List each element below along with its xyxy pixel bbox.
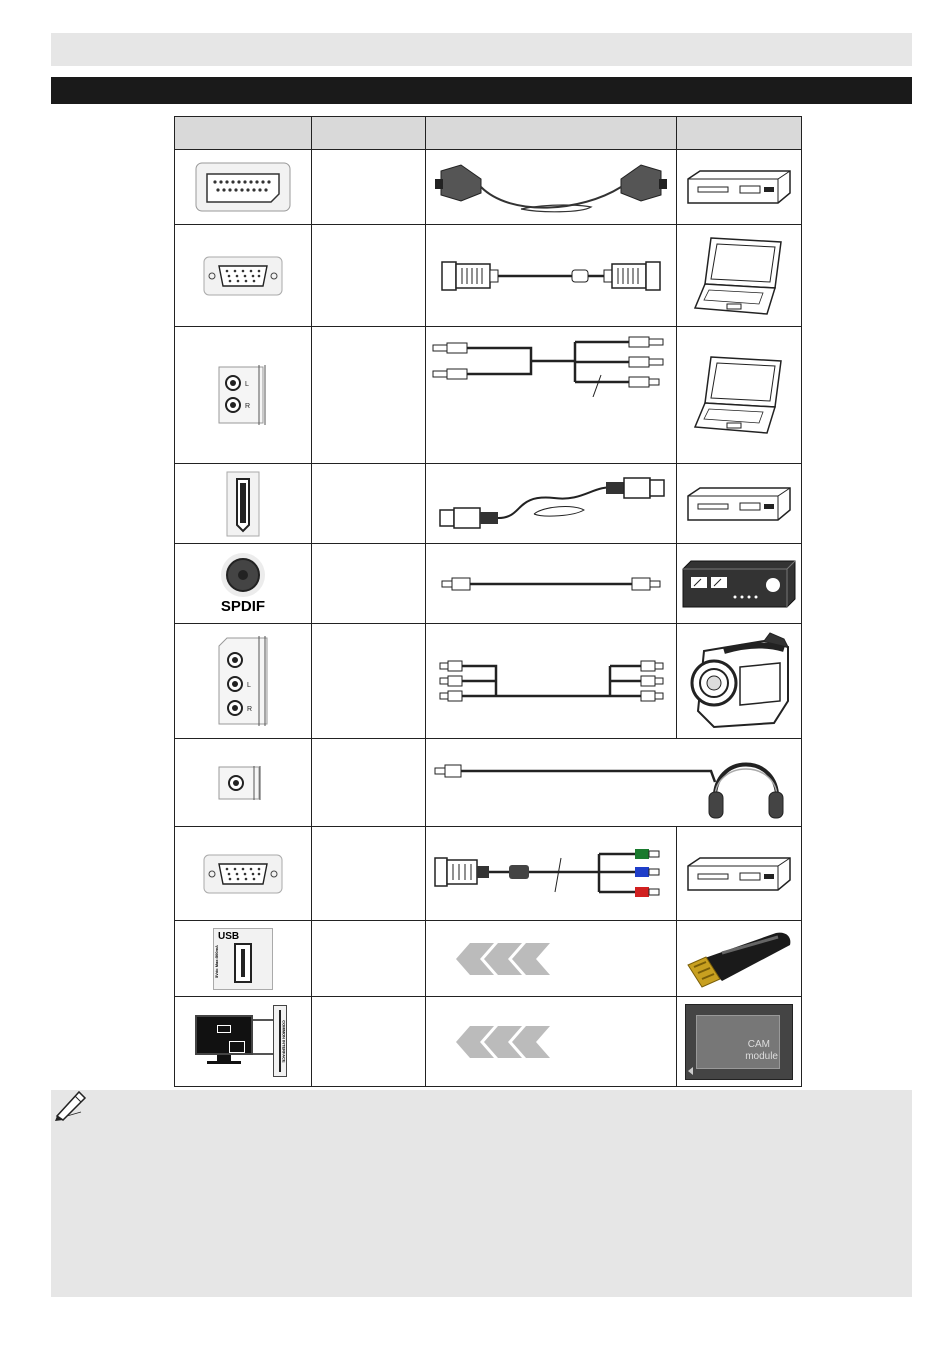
- connections-table: [174, 116, 802, 1087]
- side-av-port-icon: [213, 636, 273, 726]
- insert-arrows-icon: [436, 941, 666, 977]
- spdif-label: SPDIF: [220, 598, 266, 615]
- table-row: [175, 150, 802, 225]
- table-row: [175, 464, 802, 544]
- cam-label-2: module: [745, 1050, 778, 1062]
- top-header-bar: [51, 33, 912, 66]
- svg-text:R: R: [247, 706, 253, 713]
- hdmi-cable-icon: [434, 474, 669, 534]
- table-row: [175, 327, 802, 464]
- ypbpr-cable-icon: [429, 846, 674, 902]
- svg-text:L: L: [247, 682, 251, 689]
- dvd-player-icon: [684, 854, 794, 894]
- amplifier-icon: [681, 559, 797, 609]
- scart-cable-icon: [431, 157, 671, 217]
- header-type: [312, 117, 426, 150]
- vga-port-icon: [203, 256, 283, 296]
- table-row: [175, 739, 802, 827]
- dvd-player-icon: [684, 484, 794, 524]
- table-header-row: [175, 117, 802, 150]
- av-cable-icon: [434, 656, 669, 706]
- table-row: [175, 827, 802, 921]
- pencil-note-icon: [53, 1090, 89, 1122]
- hdmi-port-icon: [226, 471, 260, 537]
- audio-lr-port-icon: [213, 365, 273, 425]
- scart-port-icon: [195, 162, 291, 212]
- usb-port-icon: [213, 928, 273, 990]
- usb-port-label: USB: [218, 930, 240, 942]
- laptop-icon: [691, 234, 787, 318]
- coax-cable-icon: [436, 574, 666, 594]
- header-cables: [426, 117, 677, 150]
- note-box: [51, 1090, 912, 1297]
- svg-text:L: L: [245, 381, 249, 388]
- cam-module-icon: [685, 1004, 793, 1080]
- laptop-icon: [691, 353, 787, 437]
- table-row: [175, 225, 802, 327]
- table-row: [175, 544, 802, 624]
- audio-cable-icon: [429, 327, 674, 397]
- usb-power-label: 5Vdc Max:500mA: [213, 944, 219, 978]
- insert-arrows-icon: [436, 1024, 666, 1060]
- spdif-port-icon: [218, 552, 268, 598]
- section-title-bar: [51, 77, 912, 104]
- headphone-cable-icon: [429, 746, 799, 820]
- headphone-port-icon: [218, 766, 268, 800]
- camcorder-icon: [684, 631, 794, 731]
- table-row: [175, 921, 802, 997]
- svg-text:R: R: [245, 403, 251, 410]
- table-row: [175, 997, 802, 1087]
- ci-slot-icon: [191, 1003, 295, 1081]
- cam-label-1: CAM: [747, 1038, 770, 1050]
- ci-slot-label: COMMON INTERFACE: [281, 1019, 287, 1063]
- table-row: [175, 624, 802, 739]
- header-device: [677, 117, 802, 150]
- header-connector: [175, 117, 312, 150]
- vga-port-icon: [203, 854, 283, 894]
- dvd-player-icon: [684, 167, 794, 207]
- headphones-icon: [709, 764, 783, 818]
- vga-cable-icon: [436, 256, 666, 296]
- usb-stick-icon: [682, 929, 796, 989]
